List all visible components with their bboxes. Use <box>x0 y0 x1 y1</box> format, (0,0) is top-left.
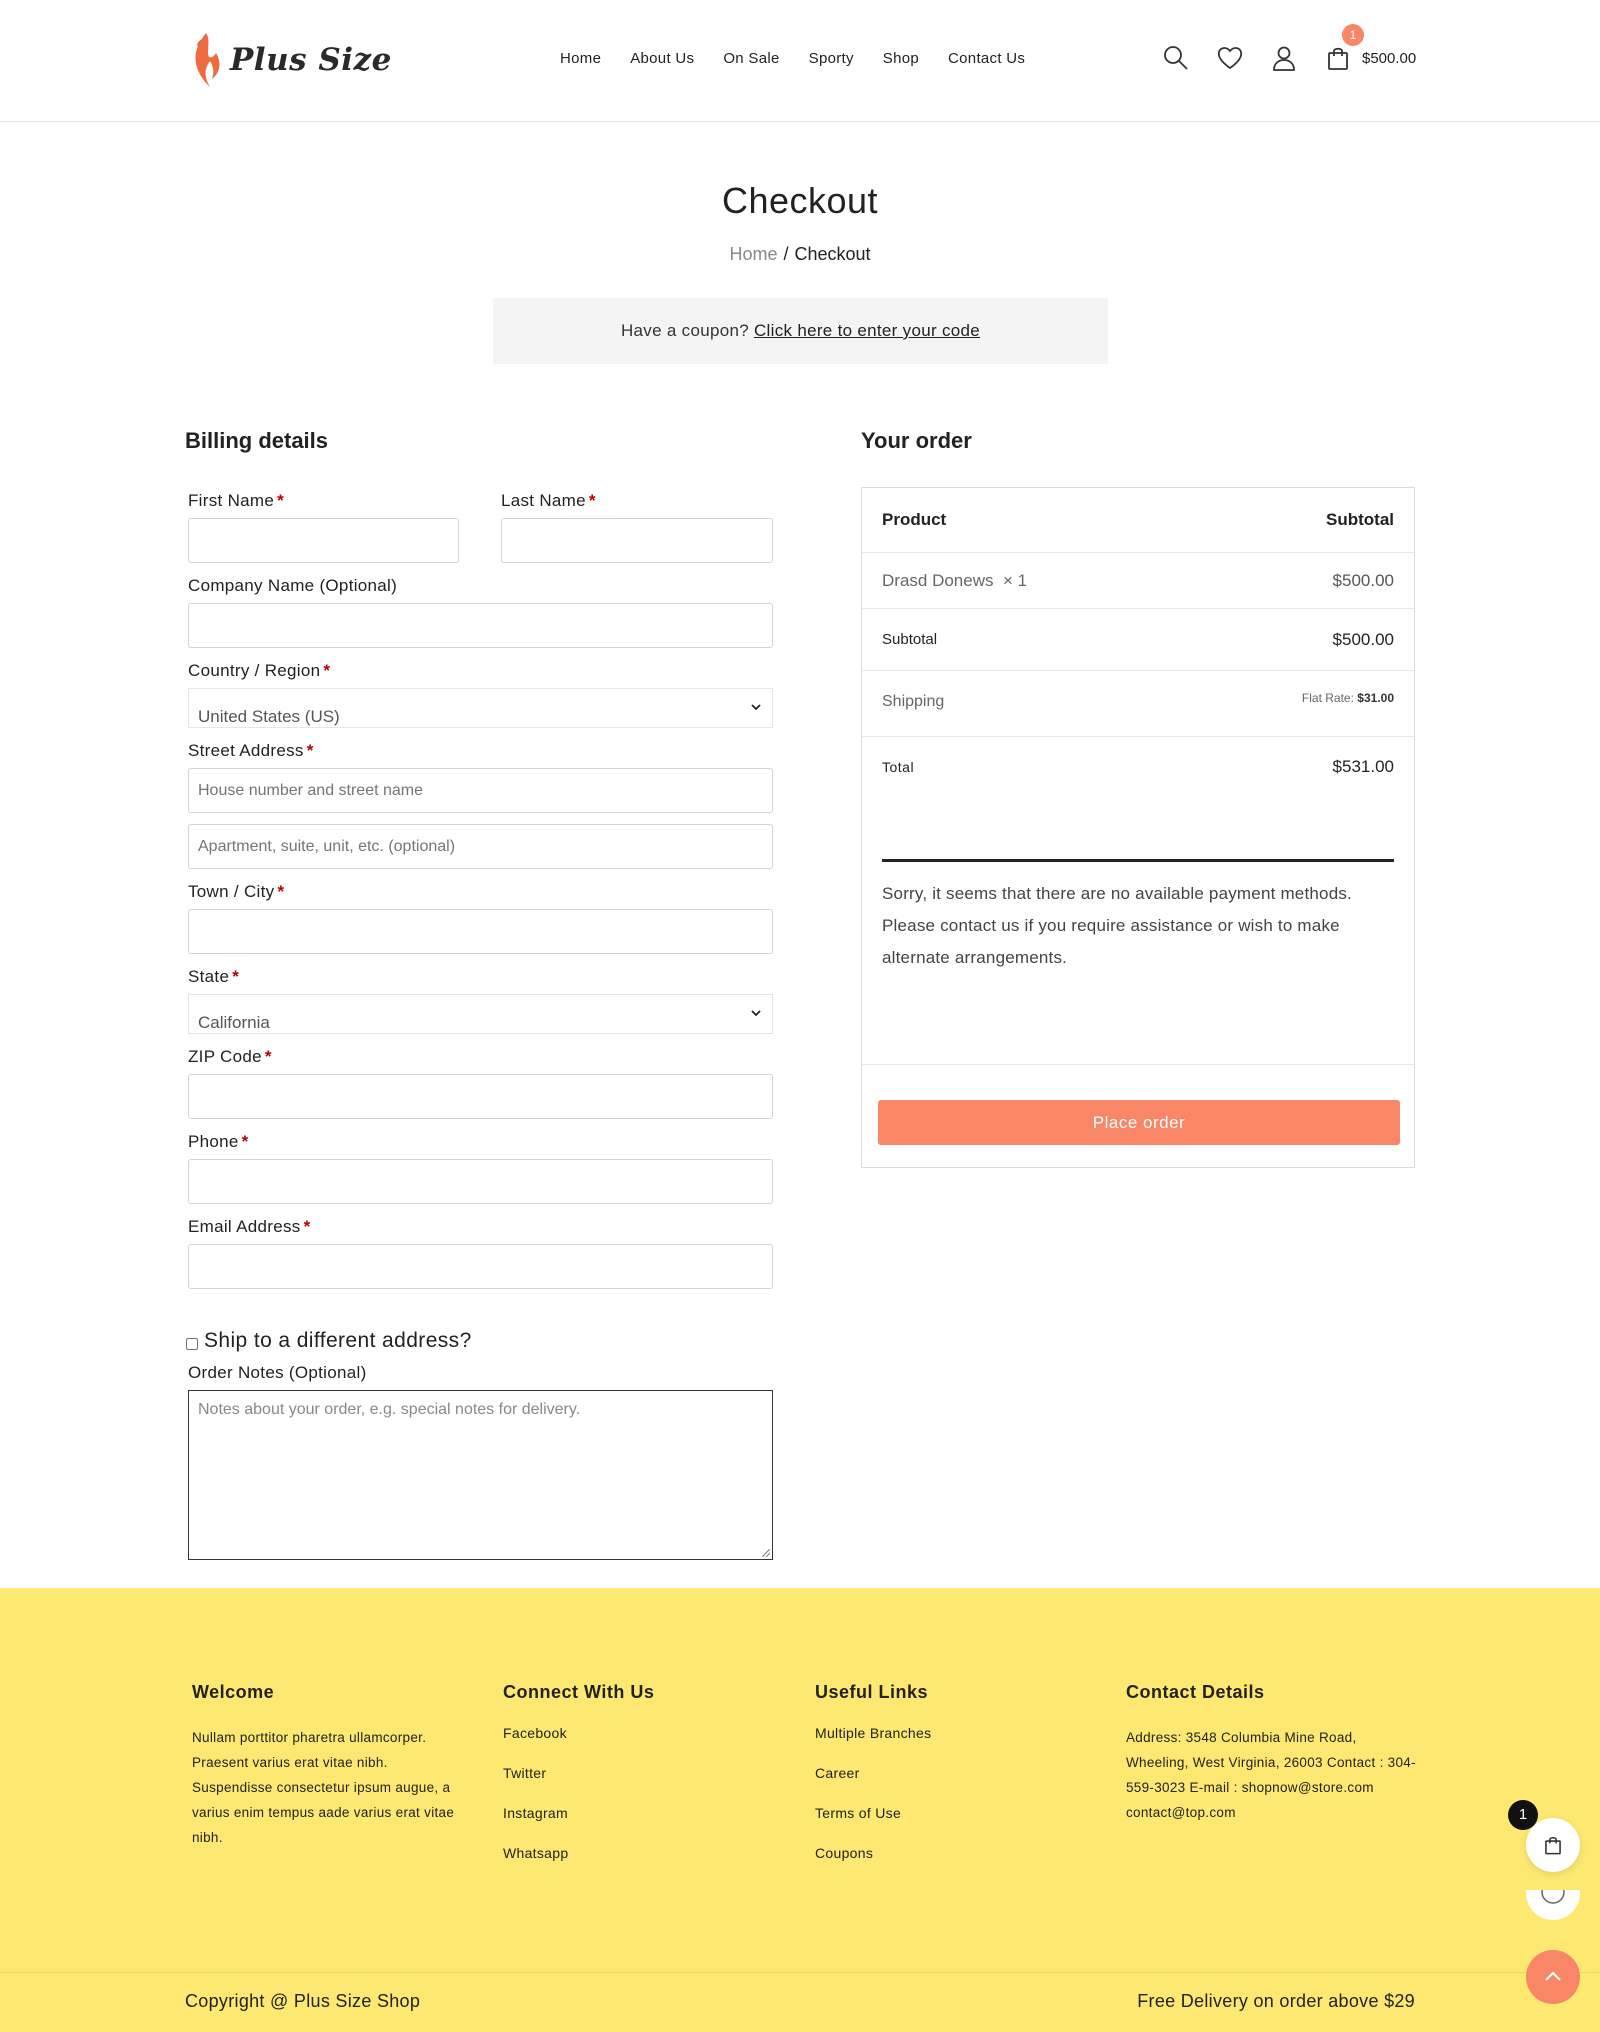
nav-on-sale[interactable]: On Sale <box>723 50 780 67</box>
search-icon[interactable] <box>1162 44 1190 72</box>
first-name-label: First Name * <box>188 491 285 510</box>
coupon-notice <box>493 298 1108 364</box>
nav-sporty[interactable]: Sporty <box>808 50 854 67</box>
order-subtotal-value: $500.00 <box>1332 630 1394 649</box>
order-header-row <box>862 488 1414 553</box>
nav-shop[interactable]: Shop <box>882 50 920 67</box>
shopping-bag-icon <box>1542 1834 1564 1856</box>
shipping-method: Flat Rate: <box>1301 691 1354 705</box>
ship-different-label[interactable]: Ship to a different address? <box>204 1329 472 1352</box>
footer-connect <box>503 1682 763 1885</box>
phone-field[interactable] <box>188 1159 773 1204</box>
billing-title: Billing details <box>185 428 329 453</box>
footer-useful <box>815 1682 1075 1885</box>
zip-label: ZIP Code * <box>188 1047 272 1066</box>
zip-field[interactable] <box>188 1074 773 1119</box>
flame-logo-icon <box>190 31 224 89</box>
scroll-to-top-button[interactable] <box>1526 1950 1580 2004</box>
breadcrumb-current: Checkout <box>794 244 871 264</box>
order-title: Your order <box>861 428 972 453</box>
logo-text: Plus Size <box>230 42 392 78</box>
breadcrumb-separator: / <box>783 244 789 264</box>
footer-link-facebook[interactable]: Facebook <box>503 1725 567 1741</box>
order-notes-placeholder: Notes about your order, e.g. special notes for delivery. <box>198 1401 581 1418</box>
floating-cart-badge: 1 <box>1508 1800 1538 1830</box>
footer-bottom-bar <box>0 1972 1600 2032</box>
main-nav <box>560 50 1025 67</box>
order-shipping-row <box>862 671 1414 737</box>
city-field[interactable] <box>188 909 773 954</box>
shopping-bag-icon <box>1324 44 1352 72</box>
email-label: Email Address * <box>188 1217 311 1236</box>
order-item-name: Drasd Donews <box>882 571 994 590</box>
state-label: State * <box>188 967 240 986</box>
cart-total: $500.00 <box>1362 49 1417 67</box>
state-select[interactable] <box>188 994 773 1034</box>
order-subtotal-label: Subtotal <box>882 631 938 648</box>
city-label: Town / City * <box>188 882 285 901</box>
copyright-text: Copyright @ Plus Size Shop <box>185 1991 421 2011</box>
order-subtotal-row <box>862 609 1414 671</box>
shipping-cost: $31.00 <box>1357 691 1394 705</box>
chevron-up-icon <box>1542 1966 1564 1988</box>
order-item-price: $500.00 <box>1332 571 1394 590</box>
logo[interactable] <box>190 28 392 92</box>
order-notes-field[interactable] <box>188 1390 773 1560</box>
footer-link-whatsapp[interactable]: Whatsapp <box>503 1845 569 1861</box>
nav-contact-us[interactable]: Contact Us <box>948 50 1026 67</box>
order-item-row <box>862 553 1414 609</box>
payment-divider <box>882 859 1394 862</box>
free-delivery-text: Free Delivery on order above $29 <box>1137 1991 1415 2011</box>
footer-welcome-text: Nullam porttitor pharetra ullamcorper. Praesent varius erat vitae nibh. Suspendisse consectetur ipsum augue, a varius enim tempus aade varius erat vitae nibh. <box>192 1730 455 1845</box>
company-label: Company Name (Optional) <box>188 576 398 595</box>
street-address-2-field[interactable] <box>188 824 773 869</box>
footer-contact-title: Contact Details <box>1126 1682 1265 1702</box>
coupon-link[interactable]: Click here to enter your code <box>753 321 981 340</box>
order-shipping-label: Shipping <box>882 693 945 710</box>
cart-count-badge: 1 <box>1342 24 1364 46</box>
payment-message: Sorry, it seems that there are no available payment methods. Please contact us if you require assistance or wish to make alternate arrangements. <box>882 884 1352 967</box>
user-icon[interactable] <box>1270 44 1298 72</box>
site-header <box>0 0 1600 122</box>
chevron-down-icon <box>750 1007 762 1019</box>
order-summary <box>861 487 1415 1168</box>
place-order-button[interactable]: Place order <box>878 1100 1400 1145</box>
order-header-subtotal: Subtotal <box>1326 510 1394 529</box>
breadcrumb-home[interactable]: Home <box>729 244 778 264</box>
country-select[interactable] <box>188 688 773 728</box>
street-address-field[interactable] <box>188 768 773 813</box>
email-field[interactable] <box>188 1244 773 1289</box>
footer-link-twitter[interactable]: Twitter <box>503 1765 547 1781</box>
footer-useful-title: Useful Links <box>815 1682 929 1702</box>
country-value: United States (US) <box>198 707 340 726</box>
place-order-divider <box>862 1064 1414 1065</box>
footer-link-career[interactable]: Career <box>815 1765 860 1781</box>
heart-icon[interactable] <box>1216 44 1244 72</box>
breadcrumb <box>0 244 1600 265</box>
header-actions <box>1162 28 1417 72</box>
ship-different-checkbox[interactable] <box>186 1338 198 1350</box>
last-name-field[interactable] <box>501 518 773 563</box>
footer-welcome-title: Welcome <box>192 1682 275 1702</box>
order-total-label: Total <box>882 759 915 775</box>
footer-link-coupons[interactable]: Coupons <box>815 1845 874 1861</box>
order-total-row <box>862 737 1414 803</box>
chevron-down-icon <box>750 701 762 713</box>
nav-home[interactable]: Home <box>560 50 602 67</box>
footer-contact-text: Address: 3548 Columbia Mine Road, Wheeling, West Virginia, 26003 Contact : 304-559-3023 E-mail : shopnow@store.com contact@top.com <box>1126 1730 1416 1820</box>
order-notes-label: Order Notes (Optional) <box>188 1363 367 1382</box>
footer-link-multiple-branches[interactable]: Multiple Branches <box>815 1725 932 1741</box>
header-cart[interactable] <box>1324 28 1417 72</box>
order-item-qty: × 1 <box>1002 571 1028 590</box>
state-value: California <box>198 1013 270 1032</box>
nav-about-us[interactable]: About Us <box>630 50 695 67</box>
first-name-field[interactable] <box>188 518 459 563</box>
footer-link-terms[interactable]: Terms of Use <box>815 1805 902 1821</box>
country-label: Country / Region * <box>188 661 331 680</box>
footer-welcome <box>192 1682 472 1850</box>
phone-label: Phone * <box>188 1132 249 1151</box>
last-name-label: Last Name * <box>501 491 596 510</box>
coupon-text: Have a coupon? <box>620 321 749 340</box>
resize-handle-icon[interactable] <box>762 1549 770 1557</box>
order-header-product: Product <box>882 510 947 529</box>
company-field[interactable] <box>188 603 773 648</box>
floating-cart-button[interactable] <box>1526 1818 1580 1872</box>
footer-connect-title: Connect With Us <box>503 1682 655 1702</box>
order-total-value: $531.00 <box>1332 757 1394 776</box>
site-footer <box>0 1588 1600 2032</box>
footer-contact <box>1126 1682 1421 1825</box>
footer-link-instagram[interactable]: Instagram <box>503 1805 568 1821</box>
street-label: Street Address * <box>188 741 314 760</box>
page-title: Checkout <box>721 180 879 221</box>
